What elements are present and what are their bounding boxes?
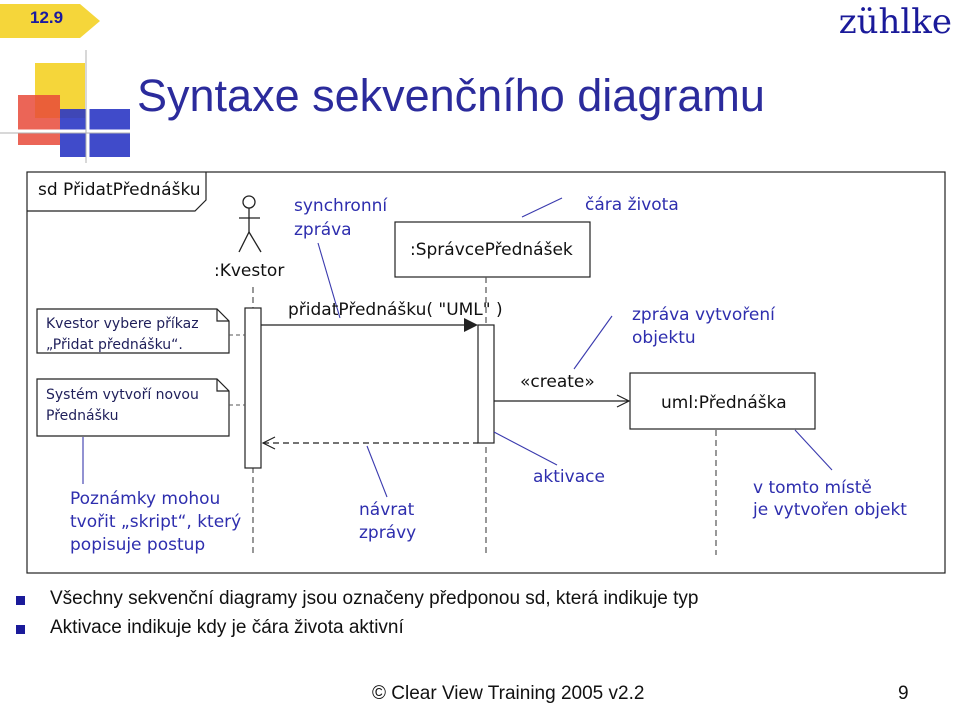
pointer-lifeline	[522, 198, 562, 217]
bullet-text-1: Všechny sekvenční diagramy jsou označeny předponou sd, která indikuje typ	[50, 588, 699, 609]
annotation-notes-line-2: tvořit „skript“, který	[70, 512, 242, 532]
note-2	[46, 385, 199, 427]
annotation-return-line-1: návrat	[359, 500, 415, 520]
pointer-creation-point	[795, 430, 832, 470]
annotation-notes-line-3: popisuje postup	[70, 535, 206, 555]
bullet-marker-2	[16, 625, 25, 634]
annotation-lifeline: čára života	[585, 195, 679, 215]
activation-spravce	[478, 325, 494, 443]
sync-message-arrowhead	[464, 318, 478, 332]
annotation-create-line-2: objektu	[632, 328, 696, 348]
page-number: 9	[898, 683, 909, 704]
annotation-sync-message	[294, 194, 387, 242]
bullet-marker-1	[16, 596, 25, 605]
actor-label: :Kvestor	[214, 261, 285, 281]
message-add-lecture: přidatPřednášku( "UML" )	[288, 300, 503, 320]
annotation-notes	[70, 488, 241, 557]
annotation-return-line-2: zprávy	[359, 523, 417, 543]
actor-stick-figure	[239, 196, 261, 252]
note-1-line-2: „Přidat přednášku“.	[46, 337, 183, 353]
annotation-notes-line-1: Poznámky mohou	[70, 489, 221, 509]
annotation-creation-line-2: je vytvořen objekt	[753, 500, 907, 520]
note-1	[46, 314, 199, 356]
frame-label: sd PřidatPřednášku	[38, 180, 201, 200]
annotation-create-line-1: zpráva vytvoření	[632, 305, 775, 325]
pointer-activation	[494, 432, 557, 465]
annotation-create-object	[632, 304, 775, 350]
note-1-line-1: Kvestor vybere příkaz	[46, 316, 199, 332]
object-label-prednaska: uml:Přednáška	[661, 393, 787, 413]
pointer-create	[574, 316, 612, 369]
create-message-label: «create»	[520, 372, 595, 392]
pointer-return	[367, 446, 387, 497]
annotation-creation-point	[753, 477, 907, 521]
zuhlke-logo: zühlke	[838, 2, 952, 42]
slide-number: 12.9	[30, 8, 64, 27]
object-label-spravce: :SprávcePřednášek	[410, 240, 573, 260]
footer-copyright: © Clear View Training 2005 v2.2	[372, 683, 645, 704]
annotation-return-message	[359, 499, 416, 545]
annotation-creation-line-1: v tomto místě	[753, 478, 872, 498]
annotation-sync-line-2: zpráva	[294, 220, 352, 240]
annotation-activation: aktivace	[533, 467, 605, 487]
annotation-sync-line-1: synchronní	[294, 196, 388, 216]
note-2-line-2: Přednášku	[46, 408, 119, 424]
bullet-text-2: Aktivace indikuje kdy je čára života aktivní	[50, 617, 404, 638]
page-title: Syntaxe sekvenčního diagramu	[137, 70, 765, 121]
note-2-line-1: Systém vytvoří novou	[46, 387, 199, 403]
activation-actor	[245, 308, 261, 468]
